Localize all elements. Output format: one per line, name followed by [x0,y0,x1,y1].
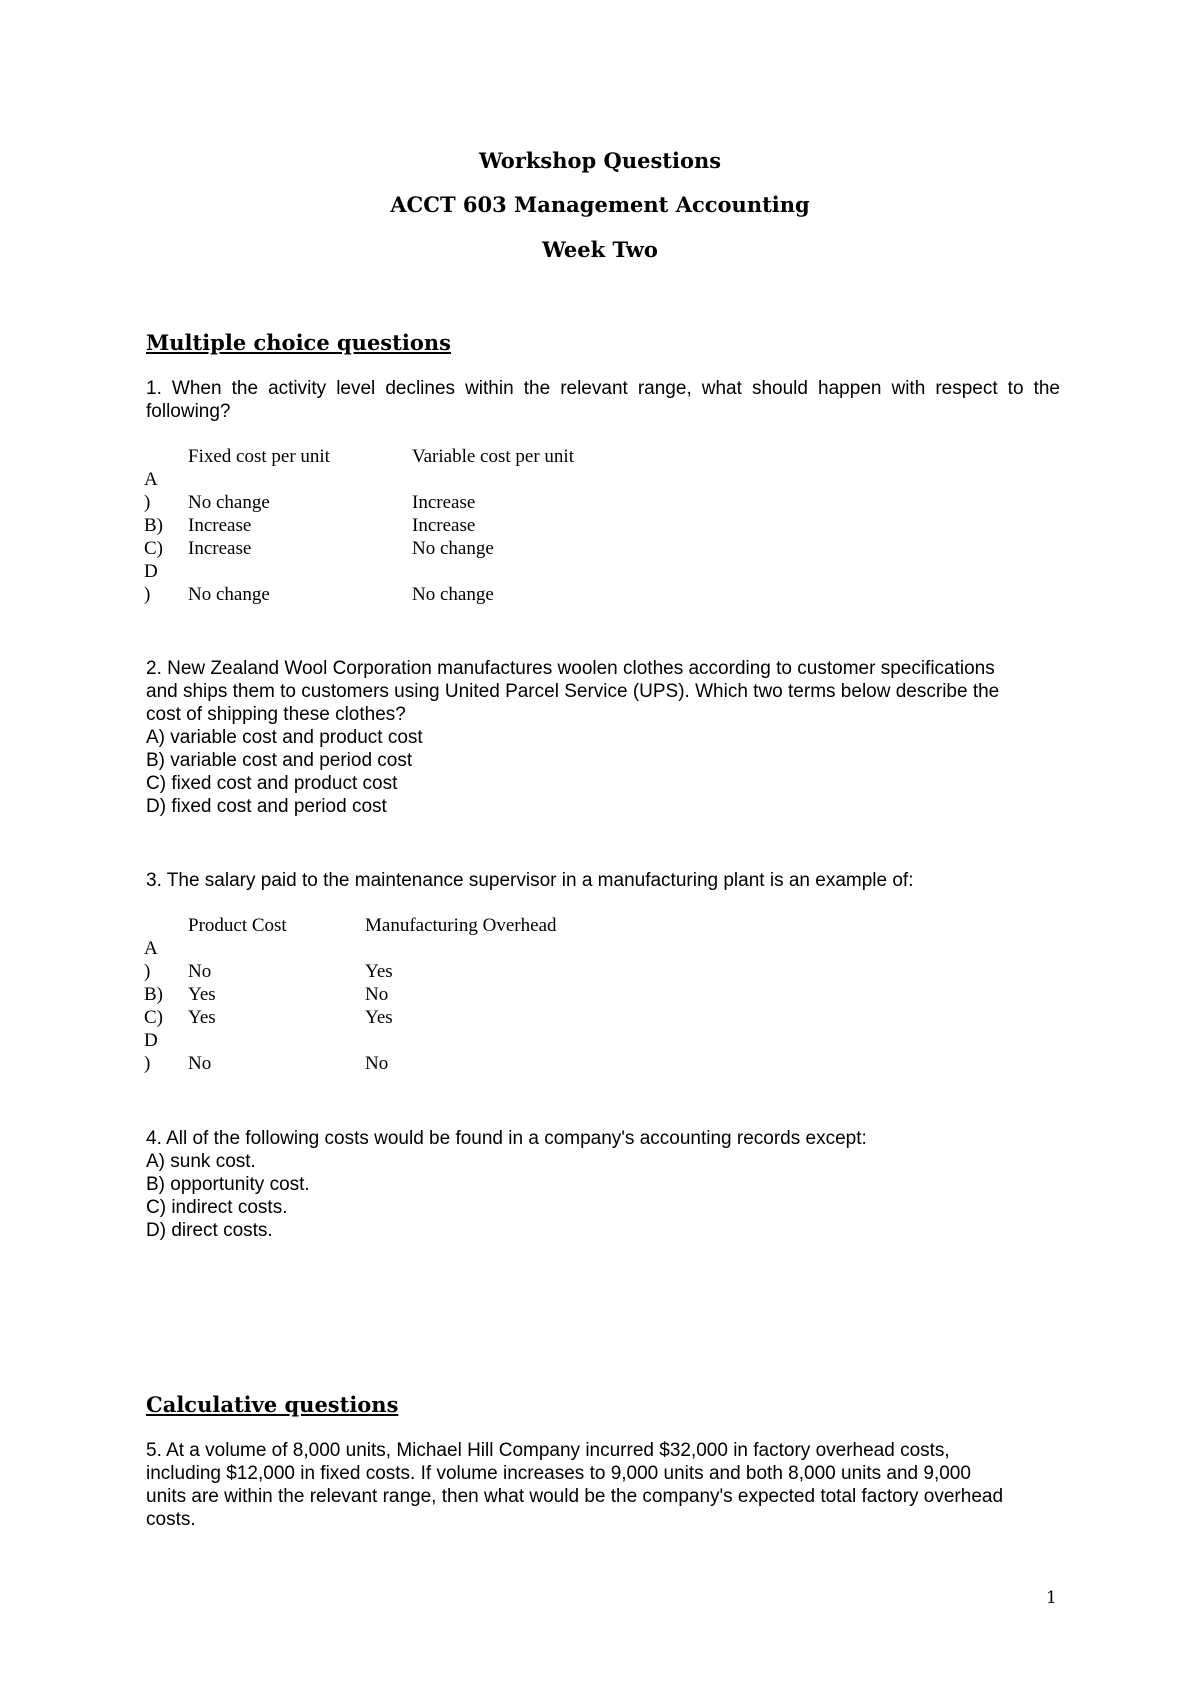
option-cell: Increase [188,538,252,559]
option-label: A ) [144,938,158,982]
column-header-overhead: Manufacturing Overhead [365,915,557,936]
option-label: C) [144,1007,163,1028]
section-heading-calc: Calculative questions [146,1392,399,1417]
option-label: B) [144,515,163,536]
option-cell: No change [188,584,270,605]
course-title: ACCT 603 Management Accounting [390,192,810,217]
question-5-line: including $12,000 in fixed costs. If volume increases to 9,000 units and both 8,000 units and 9,000 [146,1463,971,1484]
question-3-line: 3. The salary paid to the maintenance supervisor in a manufacturing plant is an example of: [146,870,914,891]
column-header-fixed: Fixed cost per unit [188,446,330,467]
column-header-variable: Variable cost per unit [412,446,574,467]
question-5-line: costs. [146,1509,196,1530]
answer-option: C) fixed cost and product cost [146,773,398,794]
option-cell: Yes [365,961,393,982]
question-4-line: 4. All of the following costs would be found in a company's accounting records except: [146,1128,867,1149]
question-3 [146,869,1060,892]
question-4 [146,1127,1060,1242]
page-number: 1 [1046,1588,1057,1608]
answer-option: A) sunk cost. [146,1151,256,1172]
option-cell: No change [412,584,494,605]
option-label: C) [144,538,163,559]
option-label: A ) [144,469,158,513]
section-heading-mcq: Multiple choice questions [146,330,451,355]
answer-option: D) direct costs. [146,1220,273,1241]
answer-option: B) opportunity cost. [146,1174,310,1195]
week-title: Week Two [542,237,658,262]
question-5 [146,1439,1060,1531]
option-cell: Yes [188,1007,216,1028]
question-5-line: units are within the relevant range, then what would be the company's expected total factory overhead [146,1486,1004,1507]
question-2-line: and ships them to customers using United Parcel Service (UPS). Which two terms below describe the [146,681,1000,702]
question-5-line: 5. At a volume of 8,000 units, Michael Hill Company incurred $32,000 in factory overhead costs, [146,1440,950,1461]
option-label: D ) [144,1030,158,1074]
option-cell: Yes [188,984,216,1005]
option-cell: No [188,1053,212,1074]
option-cell: No change [412,538,494,559]
answer-option: B) variable cost and period cost [146,750,413,771]
option-label: D ) [144,561,158,605]
option-cell: Yes [365,1007,393,1028]
option-cell: No [188,961,212,982]
option-cell: No [365,984,389,1005]
answer-option: A) variable cost and product cost [146,727,423,748]
question-2-line: 2. New Zealand Wool Corporation manufactures woolen clothes according to customer specifications [146,658,995,679]
document-title: Workshop Questions [478,148,722,173]
option-cell: No [365,1053,389,1074]
answer-option: D) fixed cost and period cost [146,796,387,817]
question-1-line: following? [146,401,231,422]
question-2-line: cost of shipping these clothes? [146,704,406,725]
option-cell: No change [188,492,270,513]
question-1 [146,377,1060,423]
option-cell: Increase [412,515,476,536]
option-cell: Increase [188,515,252,536]
answer-option: C) indirect costs. [146,1197,288,1218]
question-1-line: 1. When the activity level declines within the relevant range, what should happen with respect to the [146,378,1060,399]
question-2 [146,657,1060,818]
column-header-product-cost: Product Cost [188,915,287,936]
option-label: B) [144,984,163,1005]
option-cell: Increase [412,492,476,513]
